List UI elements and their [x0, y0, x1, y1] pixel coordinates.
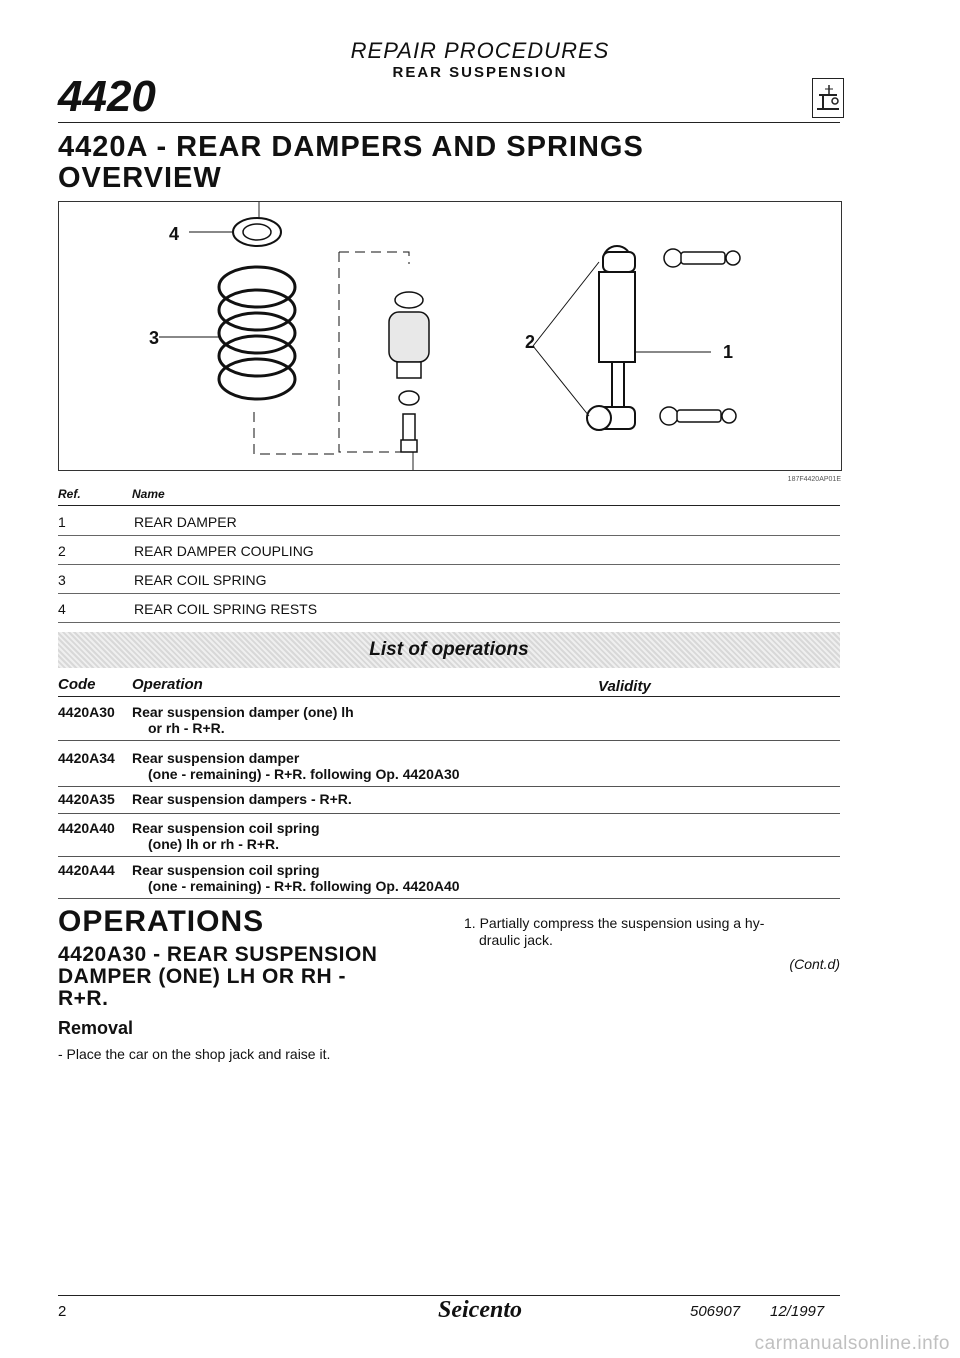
op-code: 4420A30: [58, 704, 115, 720]
op-description: [132, 820, 552, 852]
table-row: [58, 858, 840, 899]
issue-date: 12/1997: [770, 1303, 825, 1320]
op-line-1: Rear suspension damper: [132, 750, 300, 766]
page-title-line-2: OVERVIEW: [58, 162, 222, 194]
op-description: [132, 791, 552, 807]
coil-spring-rest-drawing: [189, 218, 281, 246]
op-code: 4420A35: [58, 791, 115, 807]
operations-title: OPERATIONS: [58, 905, 265, 938]
page-title-line-1: 4420A - REAR DAMPERS AND SPRINGS: [58, 131, 644, 163]
op-code: 4420A44: [58, 862, 115, 878]
footer-rule: [58, 1295, 840, 1296]
ref-number: 1: [58, 514, 66, 530]
step-1-line-2: draulic jack.: [479, 932, 553, 948]
op-description: [132, 704, 552, 736]
op-code: 4420A40: [58, 820, 115, 836]
section-subtitle: REAR SUSPENSION: [392, 64, 568, 81]
table-row: [58, 564, 840, 594]
validity-header: Validity: [598, 678, 651, 695]
subtitle-line-2: DAMPER (ONE) LH OR RH -: [58, 965, 346, 988]
table-row: [58, 506, 840, 536]
step-1: [464, 915, 840, 949]
part-name: REAR COIL SPRING RESTS: [134, 601, 318, 617]
op-description: [132, 862, 552, 894]
part-name: REAR DAMPER COUPLING: [134, 543, 314, 559]
header-rule: [58, 122, 840, 123]
op-line-1: Rear suspension damper (one) lh: [132, 704, 354, 720]
continued-note: (Cont.d): [789, 956, 840, 972]
exploded-view-figure: [58, 201, 842, 483]
operation-subtitle: [58, 944, 377, 1010]
subtitle-line-3: R+R.: [58, 987, 109, 1010]
brand-logo: Seicento: [438, 1297, 522, 1323]
section-title: REPAIR PROCEDURES: [350, 38, 610, 63]
op-line-1: Rear suspension coil spring: [132, 820, 320, 836]
operation-header: Operation: [132, 676, 203, 693]
callout-1: 1: [723, 342, 734, 362]
op-line-2: (one - remaining) - R+R. following Op. 4420A40: [148, 878, 460, 894]
doc-number: 506907: [690, 1303, 741, 1320]
coupling-bolt-drawing: [660, 249, 740, 425]
table-row: [58, 787, 840, 814]
callout-2: 2: [525, 332, 536, 352]
part-name: REAR DAMPER: [134, 514, 237, 530]
callout-3: 3: [149, 328, 160, 348]
table-row: [58, 700, 840, 741]
watermark: carmanualsonline.info: [754, 1333, 950, 1354]
op-line-2: (one - remaining) - R+R. following Op. 4420A30: [148, 766, 460, 782]
op-description: [132, 750, 552, 782]
figure-ref-code: 187F4420AP01E: [787, 476, 841, 483]
step-1-line-1: 1. Partially compress the suspension using a hy-: [464, 915, 765, 931]
bump-stop-drawing: [389, 292, 429, 452]
subtitle-line-1: 4420A30 - REAR SUSPENSION: [58, 943, 378, 966]
table-row: [58, 593, 840, 623]
ref-number: 4: [58, 601, 66, 617]
ref-header: Ref.: [58, 487, 81, 501]
callout-4: 4: [169, 224, 180, 244]
table-row: [58, 535, 840, 565]
suspension-jack-icon: [812, 78, 844, 118]
coil-spring-drawing: [159, 267, 295, 399]
table-row: [58, 746, 840, 787]
op-line-1: Rear suspension dampers - R+R.: [132, 791, 352, 807]
op-line-2: (one) lh or rh - R+R.: [148, 836, 280, 852]
name-header: Name: [132, 487, 165, 501]
op-line-2: or rh - R+R.: [148, 720, 225, 736]
step-raise-car: - Place the car on the shop jack and raise it.: [58, 1046, 331, 1062]
op-line-1: Rear suspension coil spring: [132, 862, 320, 878]
part-name: REAR COIL SPRING: [134, 572, 267, 588]
operations-banner: List of operations: [58, 632, 840, 668]
ref-number: 3: [58, 572, 66, 588]
rear-damper-drawing: [533, 246, 711, 430]
page-title: [58, 132, 644, 194]
ref-number: 2: [58, 543, 66, 559]
code-header: Code: [58, 676, 96, 693]
group-code: 4420: [58, 72, 156, 121]
page-number: 2: [58, 1303, 67, 1320]
removal-heading: Removal: [58, 1018, 134, 1038]
op-code: 4420A34: [58, 750, 115, 766]
table-row: [58, 816, 840, 857]
ops-table-rule: [58, 696, 840, 697]
